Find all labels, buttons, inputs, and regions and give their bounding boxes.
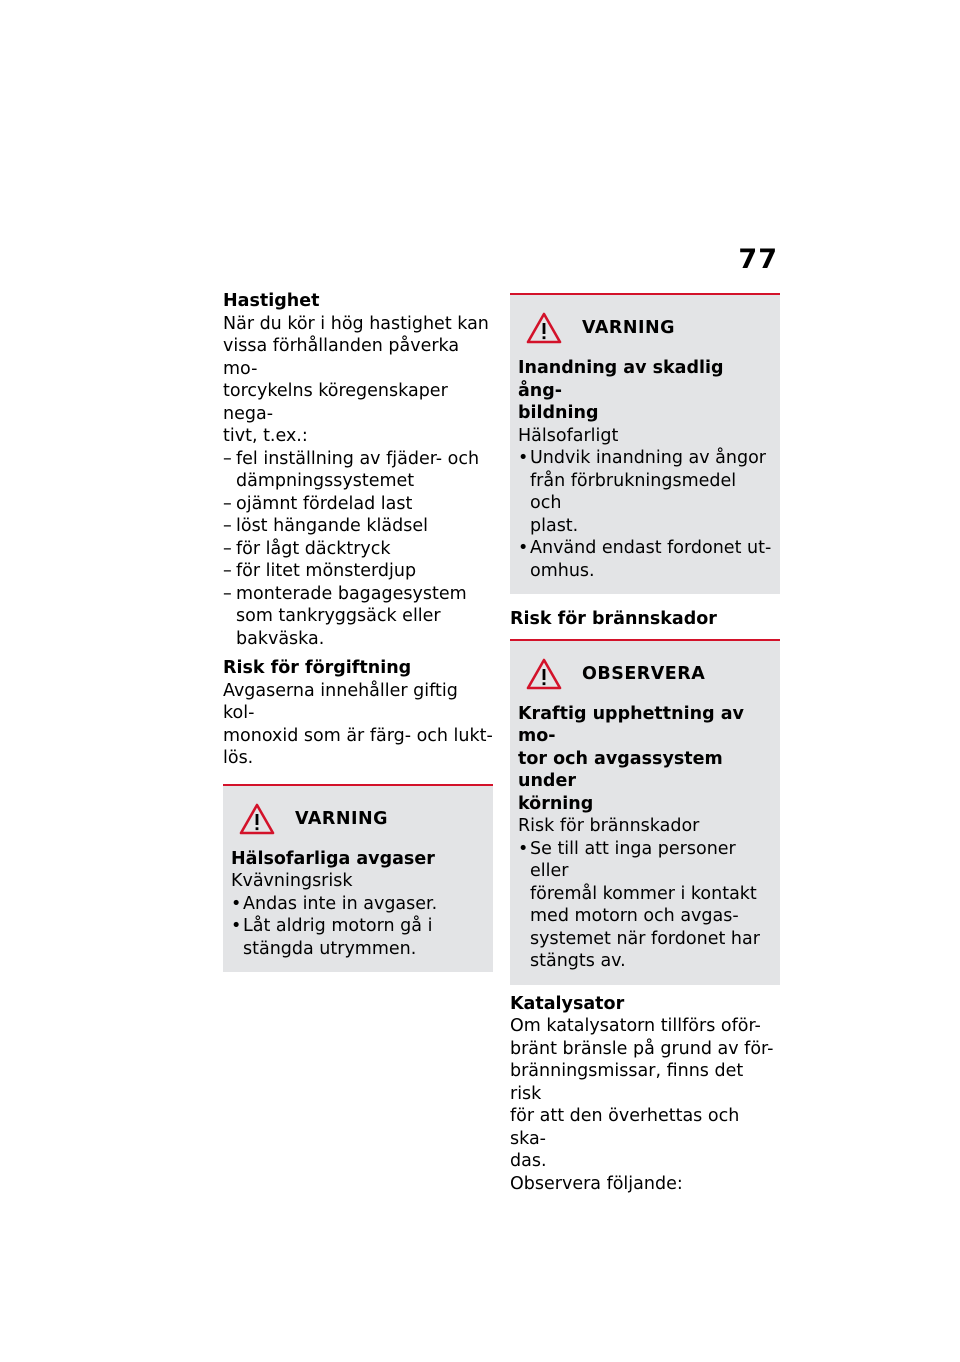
dash-marker: – xyxy=(223,516,232,536)
bullet-marker: • xyxy=(518,838,529,859)
text-line: för att den överhettas och ska- xyxy=(510,1106,740,1149)
warning-title: Hälsofarliga avgaser xyxy=(231,848,435,869)
bullet-marker: • xyxy=(231,893,242,914)
text-line: Kraftig upphettning av mo- xyxy=(518,703,744,746)
text-line: för litet mönsterdjup xyxy=(236,561,417,581)
bullet-marker: • xyxy=(518,448,529,468)
text-line: för lågt däcktryck xyxy=(236,538,391,559)
notice-list xyxy=(518,838,772,973)
list-item xyxy=(518,447,772,537)
text-line: tivt, t.ex.: xyxy=(223,426,308,446)
text-line: Låt aldrig motorn gå i xyxy=(243,916,433,936)
dash-marker: – xyxy=(223,493,232,514)
text-line: bränt bränsle på grund av för- xyxy=(510,1038,774,1059)
text-line: Inandning av skadlig ång- xyxy=(518,358,724,401)
section-heading-hastighet: Hastighet xyxy=(223,291,320,311)
notice-box-header xyxy=(526,657,772,691)
text-line: tor och avgassystem under xyxy=(518,748,723,791)
section-heading-brannskador: Risk för brännskador xyxy=(510,609,717,629)
list-item xyxy=(231,915,485,960)
text-line: das. xyxy=(510,1151,547,1171)
text-line: med motorn och avgas- xyxy=(530,906,739,926)
section-heading-katalysator: Katalysator xyxy=(510,993,625,1014)
text-line: löst hängande klädsel xyxy=(236,516,428,536)
warning-box-angbildning xyxy=(510,293,780,594)
warning-label: VARNING xyxy=(582,318,676,338)
notice-label: OBSERVERA xyxy=(582,663,706,684)
text-line: körning xyxy=(518,793,594,814)
text-line: stängts av. xyxy=(530,951,626,971)
list-item xyxy=(223,560,493,583)
text-line: stängda utrymmen. xyxy=(243,938,417,959)
hastighet-list xyxy=(223,448,493,651)
warning-title xyxy=(518,357,772,425)
dash-marker: – xyxy=(223,583,232,604)
notice-box-upphettning xyxy=(510,639,780,985)
warning-box-header xyxy=(526,311,772,345)
text-line: bakväska. xyxy=(236,628,325,649)
katalysator-text xyxy=(510,1015,780,1195)
page-number: 77 xyxy=(738,244,778,275)
list-item xyxy=(223,515,493,538)
text-line: Observera följande: xyxy=(510,1173,683,1194)
list-item xyxy=(223,538,493,561)
text-line: monterade bagagesystem xyxy=(236,583,467,604)
list-item xyxy=(231,893,485,916)
bullet-marker: • xyxy=(518,538,529,558)
notice-title xyxy=(518,703,772,816)
dash-marker: – xyxy=(223,448,232,469)
warning-subtitle: Kvävningsrisk xyxy=(231,871,353,891)
section-heading-forgiftning: Risk för förgiftning xyxy=(223,658,412,678)
text-line: omhus. xyxy=(530,560,595,581)
text-line: Om katalysatorn tillförs oför- xyxy=(510,1016,761,1036)
list-item xyxy=(223,583,493,651)
text-line: vissa förhållanden påverka mo- xyxy=(223,336,460,379)
warning-triangle-icon xyxy=(526,658,562,690)
forgiftning-text xyxy=(223,680,493,770)
bullet-marker: • xyxy=(231,916,242,936)
text-line: Avgaserna innehåller giftig kol- xyxy=(223,680,458,723)
left-column xyxy=(223,290,493,972)
dash-marker: – xyxy=(223,538,232,559)
warning-triangle-icon xyxy=(239,803,275,835)
text-line: Se till att inga personer eller xyxy=(530,838,736,881)
list-item xyxy=(518,838,772,973)
right-column xyxy=(510,290,780,1195)
text-line: monoxid som är färg- och lukt- xyxy=(223,725,493,746)
text-line: som tankryggsäck eller xyxy=(236,606,441,626)
text-line: Andas inte in avgaser. xyxy=(243,893,438,914)
warning-triangle-icon xyxy=(526,312,562,344)
list-item xyxy=(518,537,772,582)
text-line: bildning xyxy=(518,403,599,423)
list-item xyxy=(223,448,493,493)
warning-label: VARNING xyxy=(295,808,389,829)
text-line: Använd endast fordonet ut- xyxy=(530,538,772,558)
text-line: När du kör i hög hastighet kan xyxy=(223,313,489,334)
list-item xyxy=(223,493,493,516)
text-line: torcykelns köregenskaper nega- xyxy=(223,381,448,424)
notice-subtitle: Risk för brännskador xyxy=(518,816,700,836)
dash-marker: – xyxy=(223,561,232,581)
text-line: plast. xyxy=(530,515,579,536)
warning-list xyxy=(518,447,772,582)
text-line: bränningsmissar, finns det risk xyxy=(510,1061,744,1104)
warning-subtitle: Hälsofarligt xyxy=(518,425,619,446)
warning-list xyxy=(231,893,485,961)
warning-box-header xyxy=(239,802,485,836)
text-line: fel inställning av fjäder- och xyxy=(236,448,480,469)
text-line: Undvik inandning av ångor xyxy=(530,448,766,468)
text-line: ojämnt fördelad last xyxy=(236,493,413,514)
text-line: från förbrukningsmedel och xyxy=(530,470,737,513)
text-line: lös. xyxy=(223,748,254,768)
text-line: föremål kommer i kontakt xyxy=(530,883,757,904)
warning-box-avgaser xyxy=(223,784,493,973)
text-line: dämpningssystemet xyxy=(236,471,415,491)
hastighet-intro xyxy=(223,313,493,448)
text-line: systemet när fordonet har xyxy=(530,928,760,949)
